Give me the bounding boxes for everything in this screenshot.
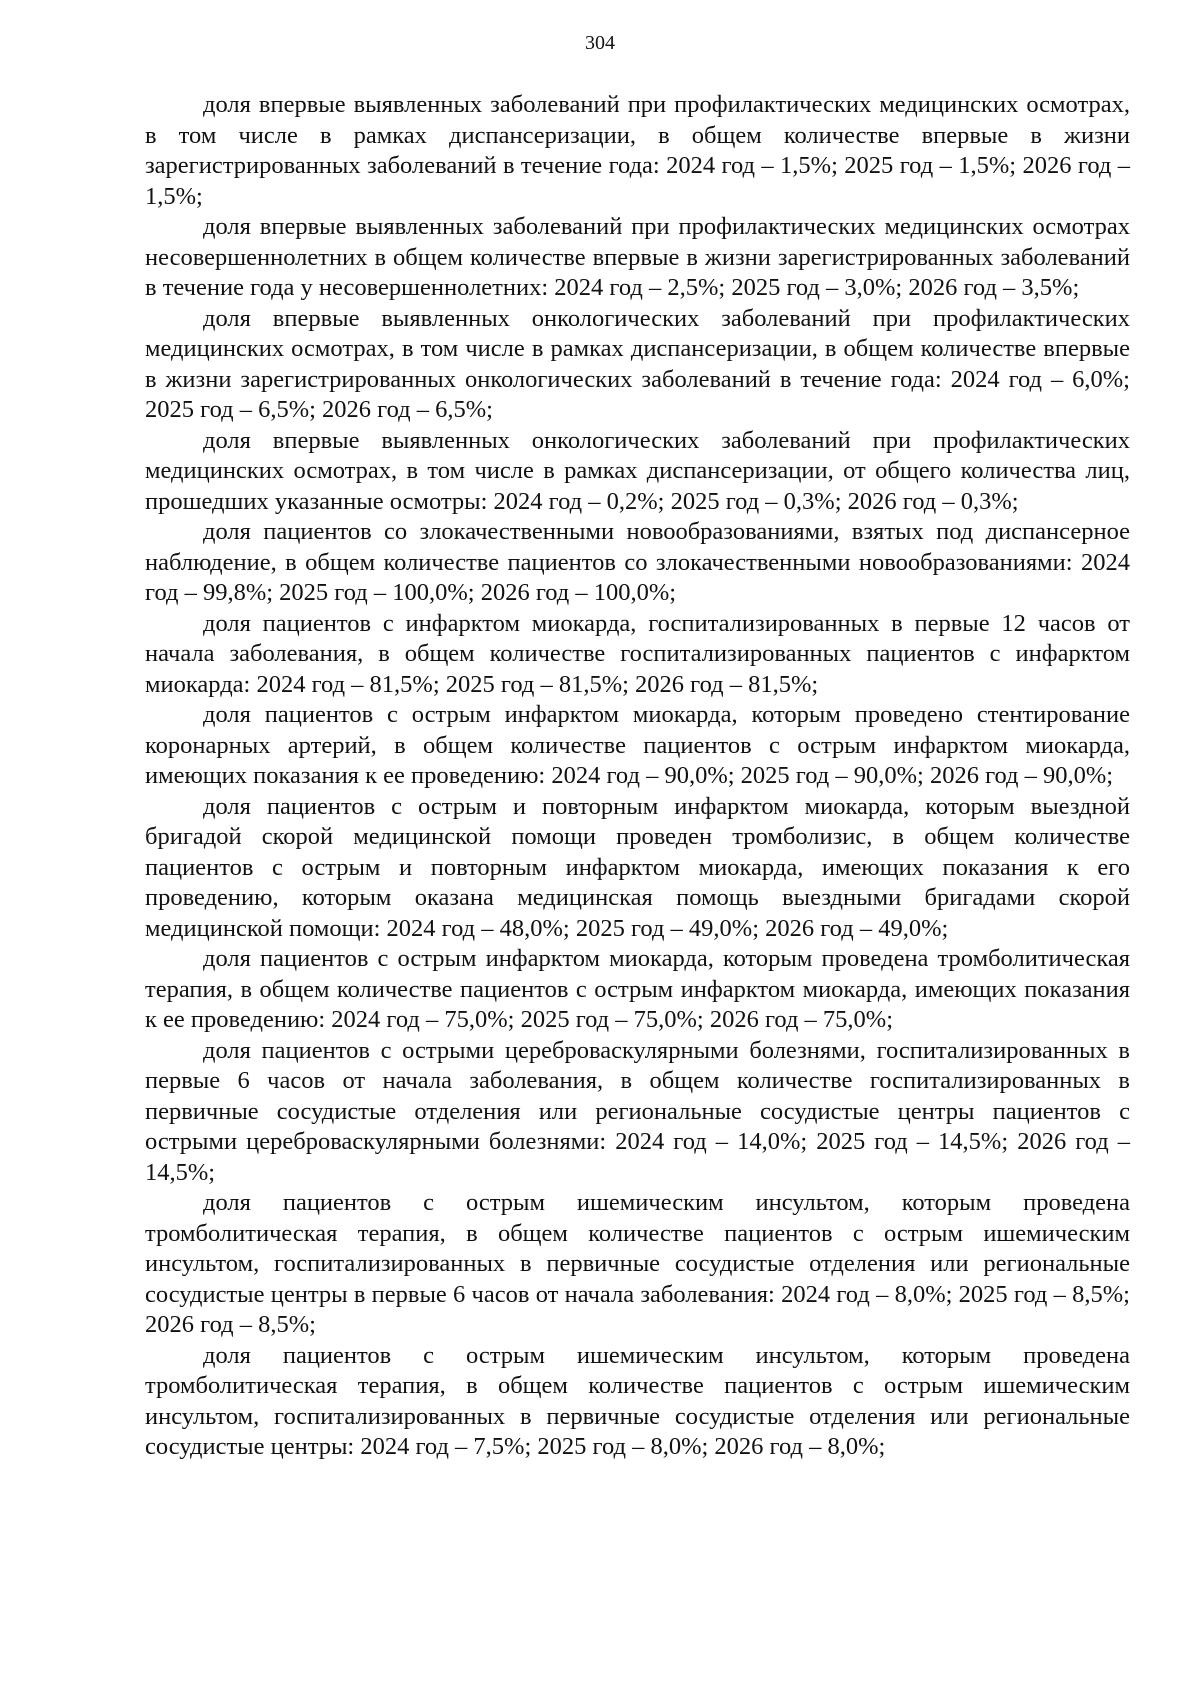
- paragraph: доля впервые выявленных онкологических заболеваний при профилактических медицинских осмотрах, в том числе в рамках диспансеризации, от общего количества лиц, прошедших указанные осмотры: 2024 год – 0,2%; 2025 год – 0,3%; 2026 год – 0,3%;: [145, 426, 1130, 515]
- paragraph: доля пациентов с острым ишемическим инсультом, которым проведена тромболитическая терапия, в общем количестве пациентов с острым ишемическим инсультом, госпитализированных в первичные сосудистые отделения или региональные сосудистые центры в первые 6 часов от начала заболевания: 2024 год – 8,0%; 2025 год – 8,5%; 2026 год – 8,5%;: [145, 1189, 1130, 1338]
- paragraph: доля впервые выявленных заболеваний при профилактических медицинских осмотрах несовершеннолетних в общем количестве впервые в жизни зарегистрированных заболеваний в течение года у несовершеннолетних: 2024 год – 2,5%; 2025 год – 3,0%; 2026 год – 3,5%;: [145, 213, 1130, 301]
- paragraph: доля пациентов со злокачественными новообразованиями, взятых под диспансерное наблюдение, в общем количестве пациентов со злокачественными новообразованиями: 2024 год – 99,8%; 2025 год – 100,0%; 2026 год – 100,0%;: [145, 518, 1130, 606]
- paragraph: доля пациентов с острым и повторным инфарктом миокарда, которым выездной бригадой скорой медицинской помощи проведен тромболизис, в общем количестве пациентов с острым и повторным инфарктом миокарда, имеющих показания к его проведению, которым оказана медицинская помощь выездными бригадами скорой медицинской помощи: 2024 год – 48,0%; 2025 год – 49,0%; 2026 год – 49,0%;: [145, 792, 1130, 942]
- document-body: [145, 90, 1130, 1463]
- paragraph: доля пациентов с острым ишемическим инсультом, которым проведена тромболитическая терапия, в общем количестве пациентов с острым ишемическим инсультом, госпитализированных в первичные сосудистые отделения или региональные сосудистые центры: 2024 год – 7,5%; 2025 год – 8,0%; 2026 год – 8,0%;: [145, 1341, 1130, 1460]
- page-number: 304: [585, 32, 615, 54]
- paragraph: доля впервые выявленных онкологических заболеваний при профилактических медицинских осмотрах, в том числе в рамках диспансеризации, в общем количестве впервые в жизни зарегистрированных онкологических заболеваний в течение года: 2024 год – 6,0%; 2025 год – 6,5%; 2026 год – 6,5%;: [145, 304, 1130, 423]
- paragraph: доля пациентов с инфарктом миокарда, госпитализированных в первые 12 часов от начала заболевания, в общем количестве госпитализированных пациентов с инфарктом миокарда: 2024 год – 81,5%; 2025 год – 81,5%; 2026 год – 81,5%;: [145, 609, 1130, 698]
- paragraph: доля впервые выявленных заболеваний при профилактических медицинских осмотрах, в том числе в рамках диспансеризации, в общем количестве впервые в жизни зарегистрированных заболеваний в течение года: 2024 год – 1,5%; 2025 год – 1,5%; 2026 год – 1,5%;: [145, 91, 1130, 210]
- paragraph: доля пациентов с острыми цереброваскулярными болезнями, госпитализированных в первые 6 часов от начала заболевания, в общем количестве госпитализированных в первичные сосудистые отделения или региональные сосудистые центры пациентов с острыми цереброваскулярными болезнями: 2024 год – 14,0%; 2025 год – 14,5%; 2026 год – 14,5%;: [145, 1036, 1130, 1186]
- paragraph: доля пациентов с острым инфарктом миокарда, которым проведено стентирование коронарных артерий, в общем количестве пациентов с острым инфарктом миокарда, имеющих показания к ее проведению: 2024 год – 90,0%; 2025 год – 90,0%; 2026 год – 90,0%;: [145, 701, 1130, 789]
- paragraph: доля пациентов с острым инфарктом миокарда, которым проведена тромболитическая терапия, в общем количестве пациентов с острым инфарктом миокарда, имеющих показания к ее проведению: 2024 год – 75,0%; 2025 год – 75,0%; 2026 год – 75,0%;: [145, 945, 1130, 1033]
